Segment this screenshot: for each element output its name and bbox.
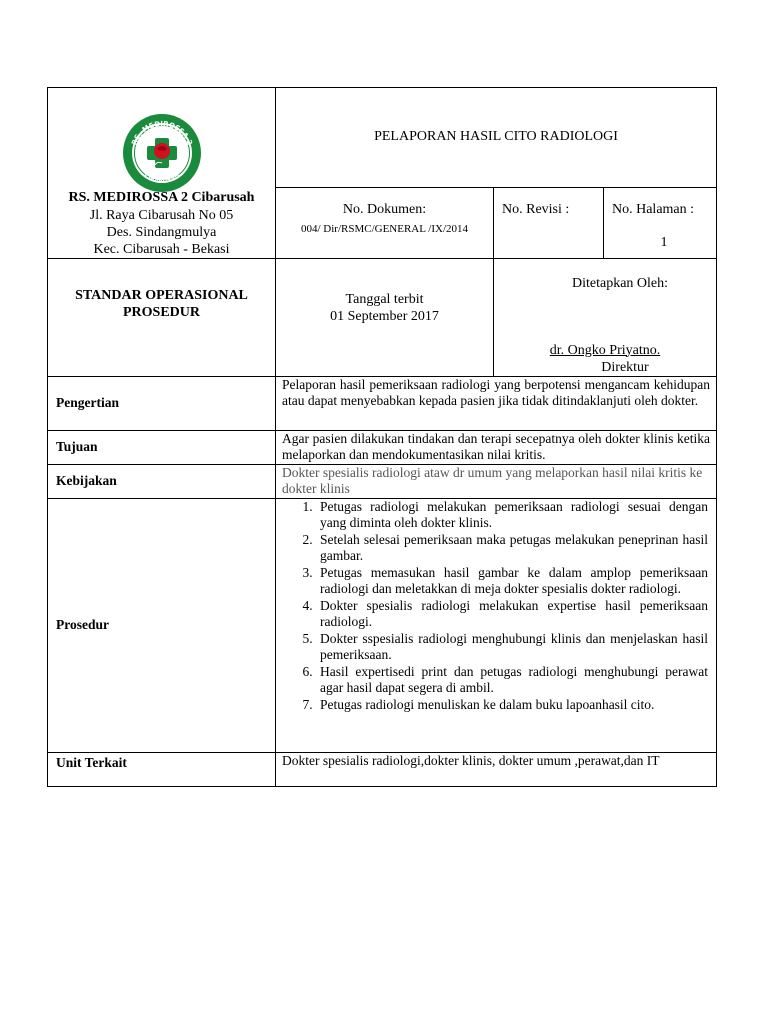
unit-terkait-text: Dokter spesialis radiologi,dokter klinis, dokter umum ,perawat,dan IT	[276, 752, 717, 786]
approved-by-label: Ditetapkan Oleh:	[571, 275, 669, 291]
procedure-step: 5. Dokter sspesialis radiologi menghubungi klinis dan menjelaskan hasil pemeriksaan.	[316, 631, 708, 664]
procedure-step: 4. Dokter spesialis radiologi melakukan expertise hasil pemeriksaan radiologi.	[316, 598, 708, 631]
revision-label: No. Revisi :	[502, 202, 570, 218]
logo-ring-top-text: RS. MEDIROSSA 2	[129, 119, 194, 147]
sop-label-cell	[48, 258, 276, 376]
row-label-pengertian: Pengertian	[48, 376, 276, 430]
hospital-address-line: Kec. Cibarusah - Bekasi	[93, 241, 230, 257]
sop-label-line: STANDAR OPERASIONAL	[75, 287, 248, 303]
sop-label-line: PROSEDUR	[122, 304, 200, 320]
row-label-tujuan: Tujuan	[48, 430, 276, 464]
tujuan-text: Agar pasien dilakukan tindakan dan terapi secepatnya oleh dokter klinis ketika melaporkan dan mendokumentasikan nilai kritis.	[276, 430, 717, 464]
hospital-address-line: Jl. Raya Cibarusah No 05	[89, 207, 234, 223]
doc-number-cell	[276, 188, 494, 258]
hospital-address-line: Des. Sindangmulya	[106, 224, 217, 240]
pengertian-text: Pelaporan hasil pemeriksaan radiologi yang berpotensi mengancam kehidupan atau dapat menyebabkan kepada pasien jika tidak ditindaklanjuti oleh dokter.	[276, 376, 717, 430]
kebijakan-text: Dokter spesialis radiologi ataw dr umum yang melaporkan hasil nilai kritis ke dokter klinis	[276, 464, 717, 498]
row-label-kebijakan: Kebijakan	[48, 464, 276, 498]
issue-date-label: Tanggal terbit	[345, 291, 424, 307]
procedure-step: 6. Hasil expertisedi print dan petugas radiologi menghubungi perawat agar hasil dapat segera di ambil.	[316, 664, 708, 697]
document-title: PELAPORAN HASIL CITO RADIOLOGI	[276, 88, 717, 188]
approval-cell	[494, 258, 717, 376]
hospital-name: RS. MEDIROSSA 2 Cibarusah	[68, 190, 255, 205]
procedure-step: 7. Petugas radiologi menuliskan ke dalam buku lapoanhasil cito.	[316, 697, 708, 714]
page-number-cell	[604, 188, 717, 258]
procedure-step: 1. Petugas radiologi melakukan pemeriksaan radiologi sesuai dengan yang diminta oleh dokter klinis.	[316, 499, 708, 532]
sop-table	[47, 87, 717, 787]
row-label-prosedur: Prosedur	[48, 498, 276, 752]
procedure-step: 3. Petugas memasukan hasil gambar ke dalam amplop pemeriksaan radiologi dan meletakkan di meja dokter spesialis dokter radiologi.	[316, 565, 708, 598]
procedure-steps-list	[282, 499, 708, 714]
page-number-label: No. Halaman :	[612, 202, 695, 218]
hospital-logo	[48, 88, 275, 186]
approver-name: dr. Ongko Priyatno.	[549, 342, 661, 358]
page-number-value: 1	[660, 234, 668, 250]
issue-date-value: 01 September 2017	[330, 308, 439, 324]
logo-ring-bottom-text: CIBARUSAH	[142, 171, 181, 186]
doc-number-label: No. Dokumen:	[342, 202, 427, 218]
issue-date-cell	[276, 258, 494, 376]
hospital-identity-cell	[48, 88, 276, 259]
medirossa-logo-icon	[121, 112, 203, 194]
sop-document	[47, 87, 716, 787]
row-label-unit-terkait: Unit Terkait	[48, 752, 276, 786]
approver-title: Direktur	[601, 359, 649, 375]
prosedur-cell	[276, 498, 717, 752]
revision-cell	[494, 188, 604, 258]
procedure-step: 2. Setelah selesai pemeriksaan maka petugas melakukan peneprinan hasil gambar.	[316, 532, 708, 565]
doc-number-value: 004/ Dir/RSMC/GENERAL /IX/2014	[300, 222, 469, 235]
